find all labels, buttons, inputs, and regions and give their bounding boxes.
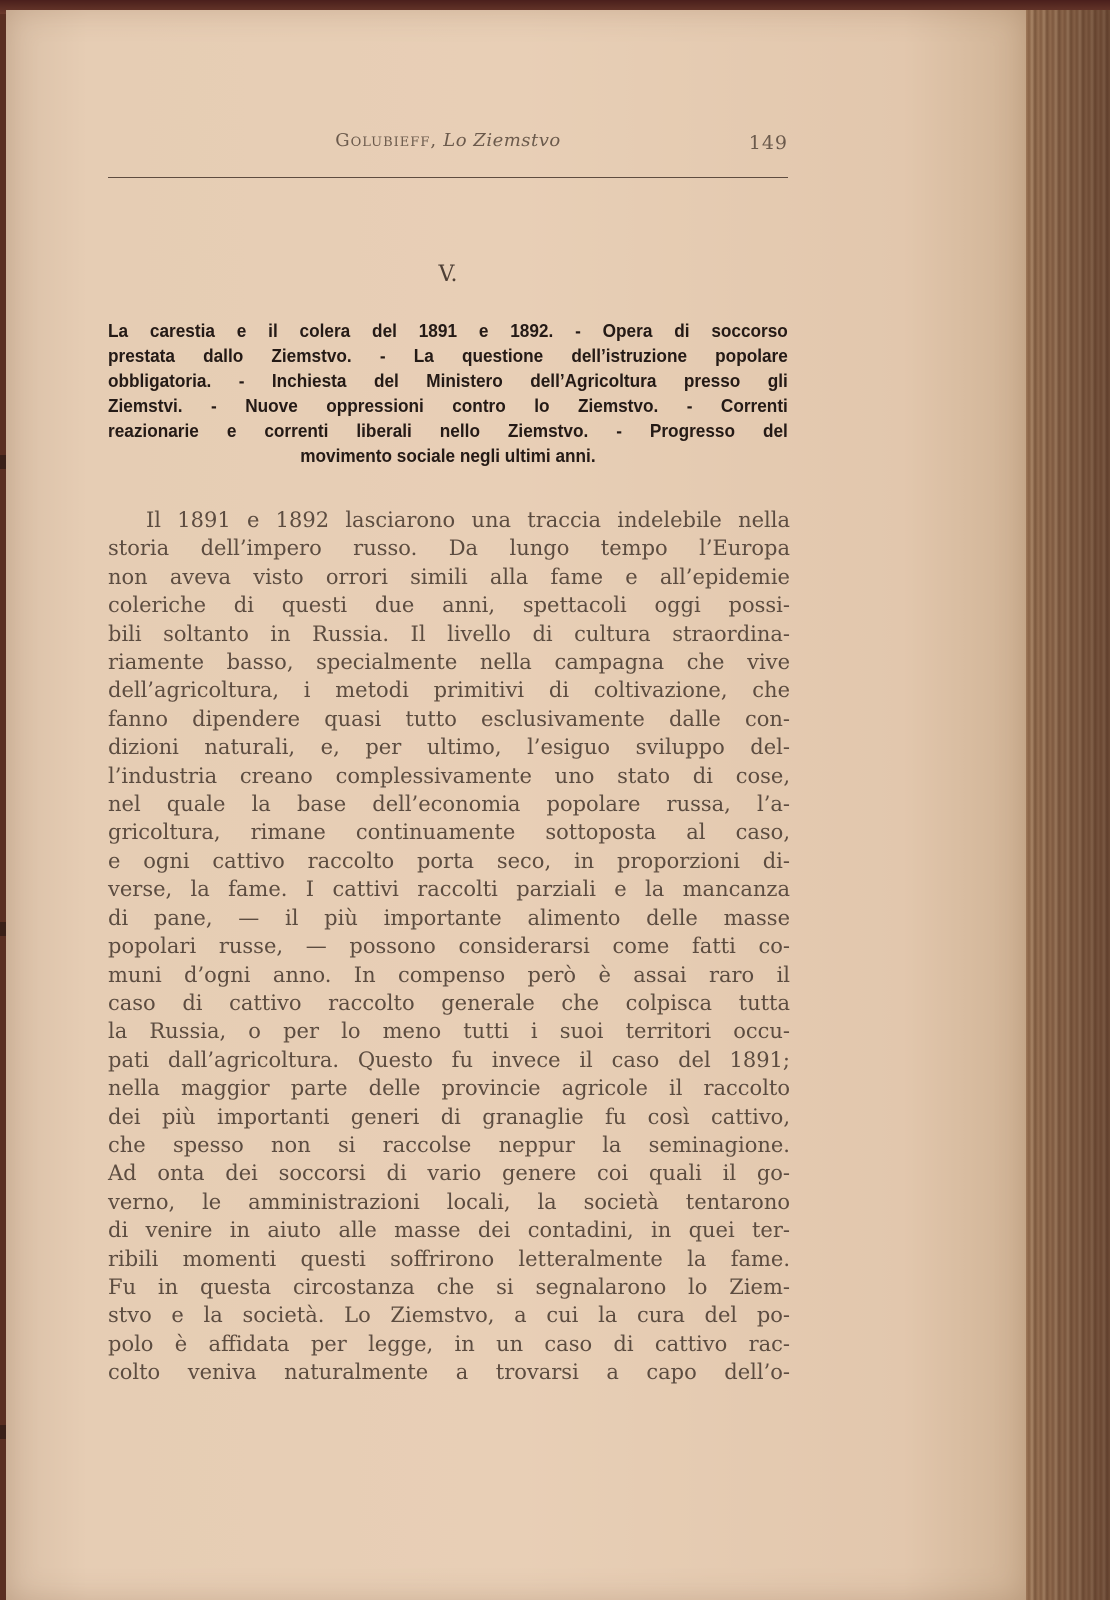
text-line: riamente basso, specialmente nella campagna che vive	[108, 650, 790, 675]
text-line: caso di cattivo raccolto generale che colpisca tutta	[108, 990, 790, 1015]
text-line: stvo e la società. Lo Ziemstvo, a cui la cura del po-	[108, 1303, 790, 1328]
page-edge-mark	[0, 455, 6, 469]
text-line: bili soltanto in Russia. Il livello di cultura straordina-	[108, 621, 790, 646]
text-line: polo è affidata per legge, in un caso di cattivo rac-	[108, 1331, 790, 1356]
summary-line: Ziemstvi. - Nuove oppressioni contro lo Ziemstvo. - Correnti	[108, 395, 788, 416]
text-line: pati dall’agricoltura. Questo fu invece il caso del 1891;	[108, 1047, 790, 1072]
page-number: 149	[748, 132, 788, 154]
text-line: la Russia, o per lo meno tutti i suoi territori occu-	[108, 1019, 790, 1044]
book-page-edges-shade	[1026, 10, 1110, 1600]
page-edge-mark	[0, 922, 6, 936]
chapter-number: V.	[438, 262, 458, 287]
text-line: l’industria creano complessivamente uno stato di cose,	[108, 763, 790, 788]
body-paragraph	[108, 506, 790, 1387]
summary-line: movimento sociale negli ultimi anni.	[300, 445, 596, 466]
text-line: di venire in aiuto alle masse dei contadini, in quei ter-	[108, 1218, 790, 1243]
text-line: Il 1891 e 1892 lasciarono una traccia indelebile nella	[146, 508, 790, 532]
text-line: gricoltura, rimane continuamente sottoposta al caso,	[108, 820, 790, 845]
text-line: colto veniva naturalmente a trovarsi a capo dell’o-	[108, 1360, 790, 1385]
summary-line: prestata dallo Ziemstvo. - La questione dell’istruzione popolare	[108, 345, 788, 366]
text-line: dell’agricoltura, i metodi primitivi di coltivazione, che	[108, 678, 790, 703]
summary-line: reazionarie e correnti liberali nello Ziemstvo. - Progresso del	[108, 420, 788, 441]
header-rule	[108, 177, 788, 178]
running-head-text	[108, 130, 788, 151]
text-line: ribili momenti questi soffrirono letteralmente la fame.	[108, 1246, 790, 1271]
running-header	[108, 130, 788, 160]
text-line: verse, la fame. I cattivi raccolti parziali e la mancanza	[108, 877, 790, 902]
summary-line: La carestia e il colera del 1891 e 1892. - Opera di soccorso	[108, 320, 788, 341]
header-author: Golubieff,	[335, 130, 438, 151]
text-line: di pane, — il più importante alimento delle masse	[108, 905, 790, 930]
text-line: nella maggior parte delle provincie agricole il raccolto	[108, 1076, 790, 1101]
page-edge-mark	[0, 1425, 6, 1439]
text-line: nel quale la base dell’economia popolare russa, l’a-	[108, 792, 790, 817]
text-line: verno, le amministrazioni locali, la società tentarono	[108, 1189, 790, 1214]
text-line: Ad onta dei soccorsi di vario genere coi quali il go-	[108, 1161, 790, 1186]
text-line: fanno dipendere quasi tutto esclusivamente dalle con-	[108, 706, 790, 731]
text-line: popolari russe, — possono considerarsi come fatti co-	[108, 934, 790, 959]
summary-line: obbligatoria. - Inchiesta del Ministero dell’Agricoltura presso gli	[108, 370, 788, 391]
text-line: storia dell’impero russo. Da lungo tempo l’Europa	[108, 536, 790, 561]
text-line: coleriche di questi due anni, spettacoli oggi possi-	[108, 593, 790, 618]
text-line: e ogni cattivo raccolto porta seco, in proporzioni di-	[108, 848, 790, 873]
text-line: Fu in questa circostanza che si segnalarono lo Ziem-	[108, 1274, 790, 1299]
header-work-title: Lo Ziemstvo	[443, 130, 561, 151]
text-line: che spesso non si raccolse neppur la seminagione.	[108, 1132, 790, 1157]
text-line: dei più importanti generi di granaglie fu così cattivo,	[108, 1104, 790, 1129]
chapter-summary	[108, 318, 788, 468]
text-line: dizioni naturali, e, per ultimo, l’esiguo sviluppo del-	[108, 735, 790, 760]
text-line: muni d’ogni anno. In compenso però è assai raro il	[108, 962, 790, 987]
text-line: non aveva visto orrori simili alla fame e all’epidemie	[108, 564, 790, 589]
